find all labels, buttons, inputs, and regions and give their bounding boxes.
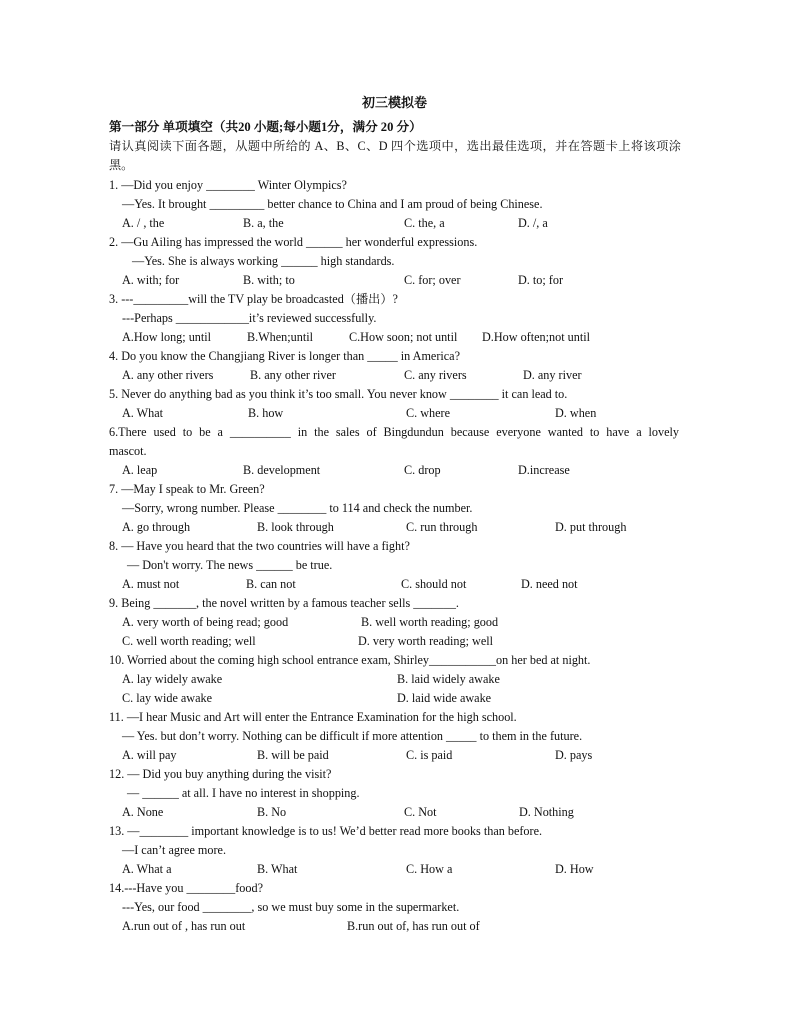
question-stem: 2. —Gu Ailing has impressed the world ______ her wonderful expressions. <box>109 235 478 249</box>
option-c: C. run through <box>406 520 478 534</box>
question-line: — Don't worry. The news ______ be true. <box>127 558 333 572</box>
option-c: C. any rivers <box>404 368 467 382</box>
question-stem: 6.There used to be a __________ in the sales of Bingdundun because everyone wanted to have a lovely <box>109 425 679 439</box>
option-b: B. how <box>248 406 284 420</box>
option-a: A.How long; until <box>122 330 212 344</box>
option-a: A. with; for <box>122 273 180 287</box>
question-line: —Sorry, wrong number. Please ________ to 114 and check the number. <box>122 501 473 515</box>
option-c: C. where <box>406 406 450 420</box>
option-d: D. How <box>555 862 594 876</box>
option-d: D. any river <box>523 368 582 382</box>
option-d: D.How often;not until <box>482 330 590 344</box>
option-a: A. go through <box>122 520 191 534</box>
option-d: D. very worth reading; well <box>358 634 494 648</box>
question-stem: 1. —Did you enjoy ________ Winter Olympics? <box>109 178 347 192</box>
page-title: 初三模拟卷 <box>362 95 428 110</box>
question-line: ---Perhaps ____________it’s reviewed successfully. <box>122 311 377 325</box>
option-b: B. No <box>257 805 287 819</box>
option-b: B. will be paid <box>257 748 329 762</box>
option-b: B. laid widely awake <box>397 672 500 686</box>
option-b: B. What <box>257 862 298 876</box>
option-a: A. / , the <box>122 216 165 230</box>
option-a: A. None <box>122 805 164 819</box>
option-a: A.run out of , has run out <box>122 919 246 933</box>
option-c: C. the, a <box>404 216 445 230</box>
option-c: C.How soon; not until <box>349 330 458 344</box>
option-d: D. Nothing <box>519 805 574 819</box>
option-d: D.increase <box>518 463 570 477</box>
option-d: D. /, a <box>518 216 548 230</box>
option-b: B. any other river <box>250 368 336 382</box>
option-c: C. lay wide awake <box>122 691 213 705</box>
instruction-text-cont: 黑。 <box>109 158 134 172</box>
question-line: mascot. <box>109 444 147 458</box>
option-d: D. put through <box>555 520 627 534</box>
option-b: B. look through <box>257 520 334 534</box>
question-stem: 10. Worried about the coming high school entrance exam, Shirley___________on her bed at night. <box>109 653 591 667</box>
option-b: B. a, the <box>243 216 284 230</box>
option-c: C. drop <box>404 463 441 477</box>
option-d: D. when <box>555 406 597 420</box>
question-line: — Yes. but don’t worry. Nothing can be difficult if more attention _____ to them in the future. <box>122 729 583 743</box>
option-c: C. How a <box>406 862 453 876</box>
option-d: D. need not <box>521 577 578 591</box>
option-c: C. for; over <box>404 273 461 287</box>
option-b: B. with; to <box>243 273 295 287</box>
question-line: —I can’t agree more. <box>122 843 226 857</box>
question-stem: 13. —________ important knowledge is to us! We’d better read more books than before. <box>109 824 543 838</box>
question-stem: 7. —May I speak to Mr. Green? <box>109 482 265 496</box>
question-stem: 11. —I hear Music and Art will enter the Entrance Examination for the high school. <box>109 710 517 724</box>
option-b: B. can not <box>246 577 296 591</box>
option-b: B.When;until <box>247 330 314 344</box>
option-d: D. to; for <box>518 273 564 287</box>
question-stem: 9. Being _______, the novel written by a famous teacher sells _______. <box>109 596 459 610</box>
question-stem: 14.---Have you ________food? <box>109 881 263 895</box>
option-a: A. must not <box>122 577 180 591</box>
option-a: A. will pay <box>122 748 177 762</box>
option-a: A. leap <box>122 463 158 477</box>
option-d: D. pays <box>555 748 593 762</box>
question-line: —Yes. She is always working ______ high standards. <box>132 254 395 268</box>
option-b: B. well worth reading; good <box>361 615 499 629</box>
option-c: C. Not <box>404 805 437 819</box>
question-stem: 8. — Have you heard that the two countries will have a fight? <box>109 539 410 553</box>
question-line: ---Yes, our food ________, so we must buy some in the supermarket. <box>122 900 460 914</box>
instruction-text: 请认真阅读下面各题，从题中所给的 A、B、C、D 四个选项中，选出最佳选项，并在答题卡上将该项涂 <box>109 139 681 153</box>
option-a: A. lay widely awake <box>122 672 223 686</box>
option-c: C. well worth reading; well <box>122 634 256 648</box>
option-b: B. development <box>243 463 321 477</box>
question-stem: 3. ---_________will the TV play be broadcasted（播出）? <box>109 292 398 306</box>
option-c: C. is paid <box>406 748 453 762</box>
question-stem: 12. — Did you buy anything during the visit? <box>109 767 332 781</box>
option-b: B.run out of, has run out of <box>347 919 480 933</box>
option-c: C. should not <box>401 577 467 591</box>
option-a: A. any other rivers <box>122 368 214 382</box>
question-stem: 5. Never do anything bad as you think it’s too small. You never know ________ it can lead to. <box>109 387 568 401</box>
option-a: A. What <box>122 406 164 420</box>
section-heading: 第一部分 单项填空（共20 小题;每小题1分，满分 20 分） <box>109 120 422 134</box>
option-d: D. laid wide awake <box>397 691 492 705</box>
option-a: A. What a <box>122 862 172 876</box>
question-stem: 4. Do you know the Changjiang River is longer than _____ in America? <box>109 349 461 363</box>
question-line: — ______ at all. I have no interest in shopping. <box>127 786 360 800</box>
option-a: A. very worth of being read; good <box>122 615 289 629</box>
question-line: —Yes. It brought _________ better chance to China and I am proud of being Chinese. <box>122 197 543 211</box>
